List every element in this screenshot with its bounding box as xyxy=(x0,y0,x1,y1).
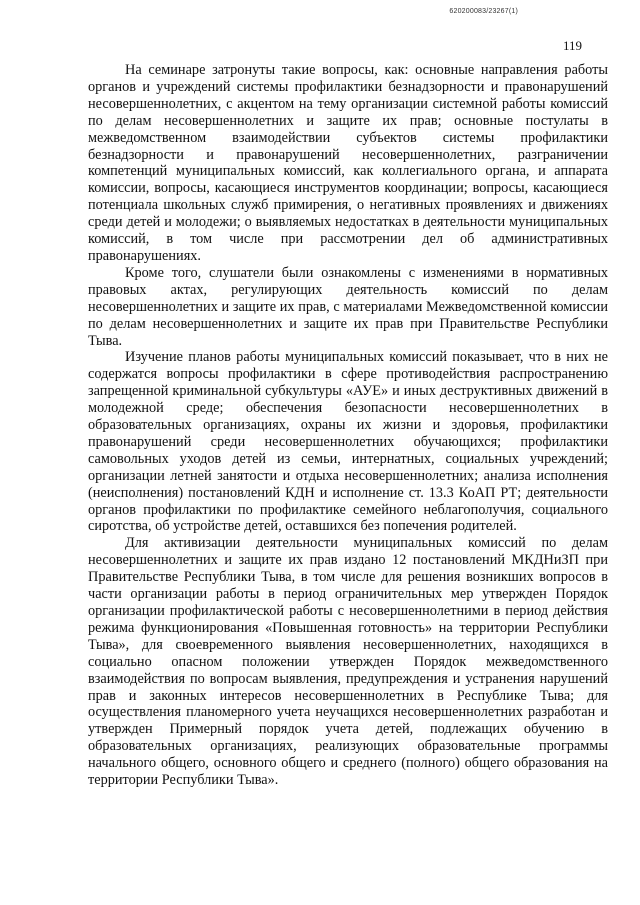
document-body xyxy=(88,62,608,789)
paragraph-regulatory-changes: Кроме того, слушатели были ознакомлены с изменениями в нормативных правовых актах, регулирующих деятельность комиссий по делам несовершеннолетних и защите их прав, с материалами Межведомственной комиссии по делам несовершеннолетних и защите их прав при Правительстве Республики Тыва. xyxy=(88,264,608,349)
page-number: 119 xyxy=(562,38,582,53)
document-code: 620200083/23267(1) xyxy=(449,8,518,15)
paragraph-commission-activation: Для активизации деятельности муниципальных комиссий по делам несовершеннолетних и защите их прав издано 12 постановлений МКДНиЗП при Правительстве Республики Тыва, в том числе для решения возникших вопросов в части организации работы в период ограничительных мер утвержден Порядок организации профилактической работы с несовершеннолетними в период действия режима функционирования «Повышенная готовность» на территории Республики Тыва», для своевременного выявления несовершеннолетних, находящихся в социально опасном положении утвержден Порядок межведомственного взаимодействия по вопросам выявления, предупреждения и устранения нарушений прав и законных интересов несовершеннолетних в Республике Тыва; для осуществления планомерного учета неучащихся несовершеннолетних разработан и утвержден Примерный порядок учета детей, подлежащих обучению в образовательных организациях, реализующих образовательные программы начального общего, основного общего и среднего (полного) общего образования на территории Республики Тыва». xyxy=(88,535,608,789)
paragraph-seminar-topics: На семинаре затронуты такие вопросы, как: основные направления работы органов и учреждений системы профилактики безнадзорности и правонарушений несовершеннолетних, с акцентом на тему организации системной работы комиссий по делам несовершеннолетних и защите их прав; основные постулаты в межведомственном взаимодействии субъектов системы профилактики безнадзорности и правонарушений несовершеннолетних, разграничении компетенций муниципальных комиссий, как коллегиального органа, и аппарата комиссии, вопросы, касающиеся инструментов координации; вопросы, касающиеся потенциала школьных служб примирения, о негативных проявлениях и движениях среди детей и молодежи; о выявляемых недостатках в деятельности муниципальных комиссий, в том числе при рассмотрении дел об административных правонарушениях. xyxy=(88,62,608,264)
paragraph-work-plans-analysis: Изучение планов работы муниципальных комиссий показывает, что в них не содержатся вопросы профилактики в сфере противодействия распространению запрещенной криминальной субкультуры «АУЕ» и иных деструктивных движений в молодежной среде; обеспечения безопасности несовершеннолетних в образовательных организациях, охраны их жизни и здоровья, профилактики правонарушений среди несовершеннолетних обучающихся; профилактики самовольных уходов детей из семьи, интернатных, социальных учреждений; организации летней занятости и отдыха несовершеннолетних; анализа исполнения (неисполнения) постановлений КДН и исполнение ст. 13.3 КоАП РТ; деятельности органов профилактики по профилактике семейного неблагополучия, социального сиротства, об устройстве детей, оставшихся без попечения родителей. xyxy=(88,349,608,535)
